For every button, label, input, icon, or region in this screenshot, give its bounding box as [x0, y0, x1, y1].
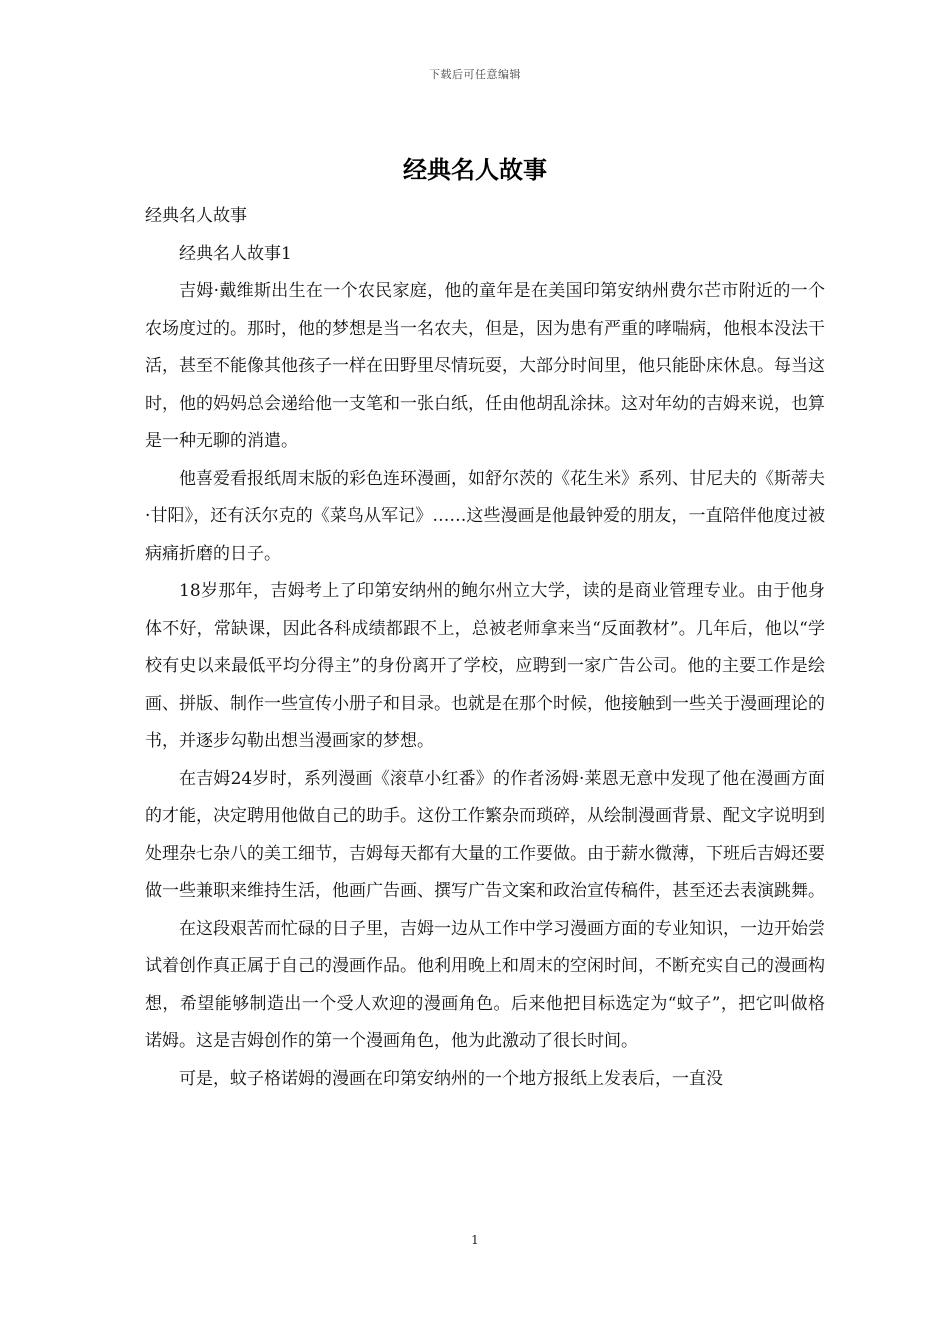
page-number: 1 [471, 1233, 479, 1247]
paragraph: 吉姆·戴维斯出生在一个农民家庭，他的童年是在美国印第安纳州费尔芒市附近的一个农场度过的。那时，他的梦想是当一名农夫，但是，因为患有严重的哮喘病，他根本没法干活，甚至不能像其他孩子一样在田野里尽情玩耍，大部分时间里，他只能卧床休息。每当这时，他的妈妈总会递给他一支笔和一张白纸，任由他胡乱涂抹。这对年幼的吉姆来说，也算是一种无聊的消遣。 [145, 281, 825, 451]
paragraph: 他喜爱看报纸周末版的彩色连环漫画，如舒尔茨的《花生米》系列、甘尼夫的《斯蒂夫·甘阳》，还有沃尔克的《菜鸟从军记》……这些漫画是他最钟爱的朋友，一直陪伴他度过被病痛折磨的日子。 [145, 468, 825, 564]
document-subtitle: 经典名人故事 [145, 206, 247, 226]
paragraph: 在这段艰苦而忙碌的日子里，吉姆一边从工作中学习漫画方面的专业知识，一边开始尝试着创作真正属于自己的漫画作品。他利用晚上和周末的空闲时间，不断充实自己的漫画构想，希望能够制造出一个受人欢迎的漫画角色。后来他把目标选定为“蚊子”，把它叫做格诺姆。这是吉姆创作的第一个漫画角色，他为此激动了很长时间。 [145, 918, 825, 1051]
document-body [145, 198, 825, 1098]
paragraph: 在吉姆24岁时，系列漫画《滚草小红番》的作者汤姆·莱恩无意中发现了他在漫画方面的才能，决定聘用他做自己的助手。这份工作繁杂而琐碎，从绘制漫画背景、配文字说明到处理杂七杂八的美工细节，吉姆每天都有大量的工作要做。由于薪水微薄，下班后吉姆还要做一些兼职来维持生活，他画广告画、撰写广告文案和政治宣传稿件，甚至还去表演跳舞。 [145, 768, 825, 901]
paragraph: 18岁那年，吉姆考上了印第安纳州的鲍尔州立大学，读的是商业管理专业。由于他身体不好，常缺课，因此各科成绩都跟不上，总被老师拿来当“反面教材”。几年后，他以“学校有史以来最低平均分得主”的身份离开了学校，应聘到一家广告公司。他的主要工作是绘画、拼版、制作一些宣传小册子和目录。也就是在那个时候，他接触到一些关于漫画理论的书，并逐步勾勒出想当漫画家的梦想。 [145, 581, 825, 751]
paragraph: 可是，蚊子格诺姆的漫画在印第安纳州的一个地方报纸上发表后，一直没 [179, 1068, 723, 1089]
document-title: 经典名人故事 [403, 155, 547, 184]
section-heading: 经典名人故事1 [179, 243, 292, 264]
page-header-note: 下载后可任意编辑 [429, 68, 521, 81]
